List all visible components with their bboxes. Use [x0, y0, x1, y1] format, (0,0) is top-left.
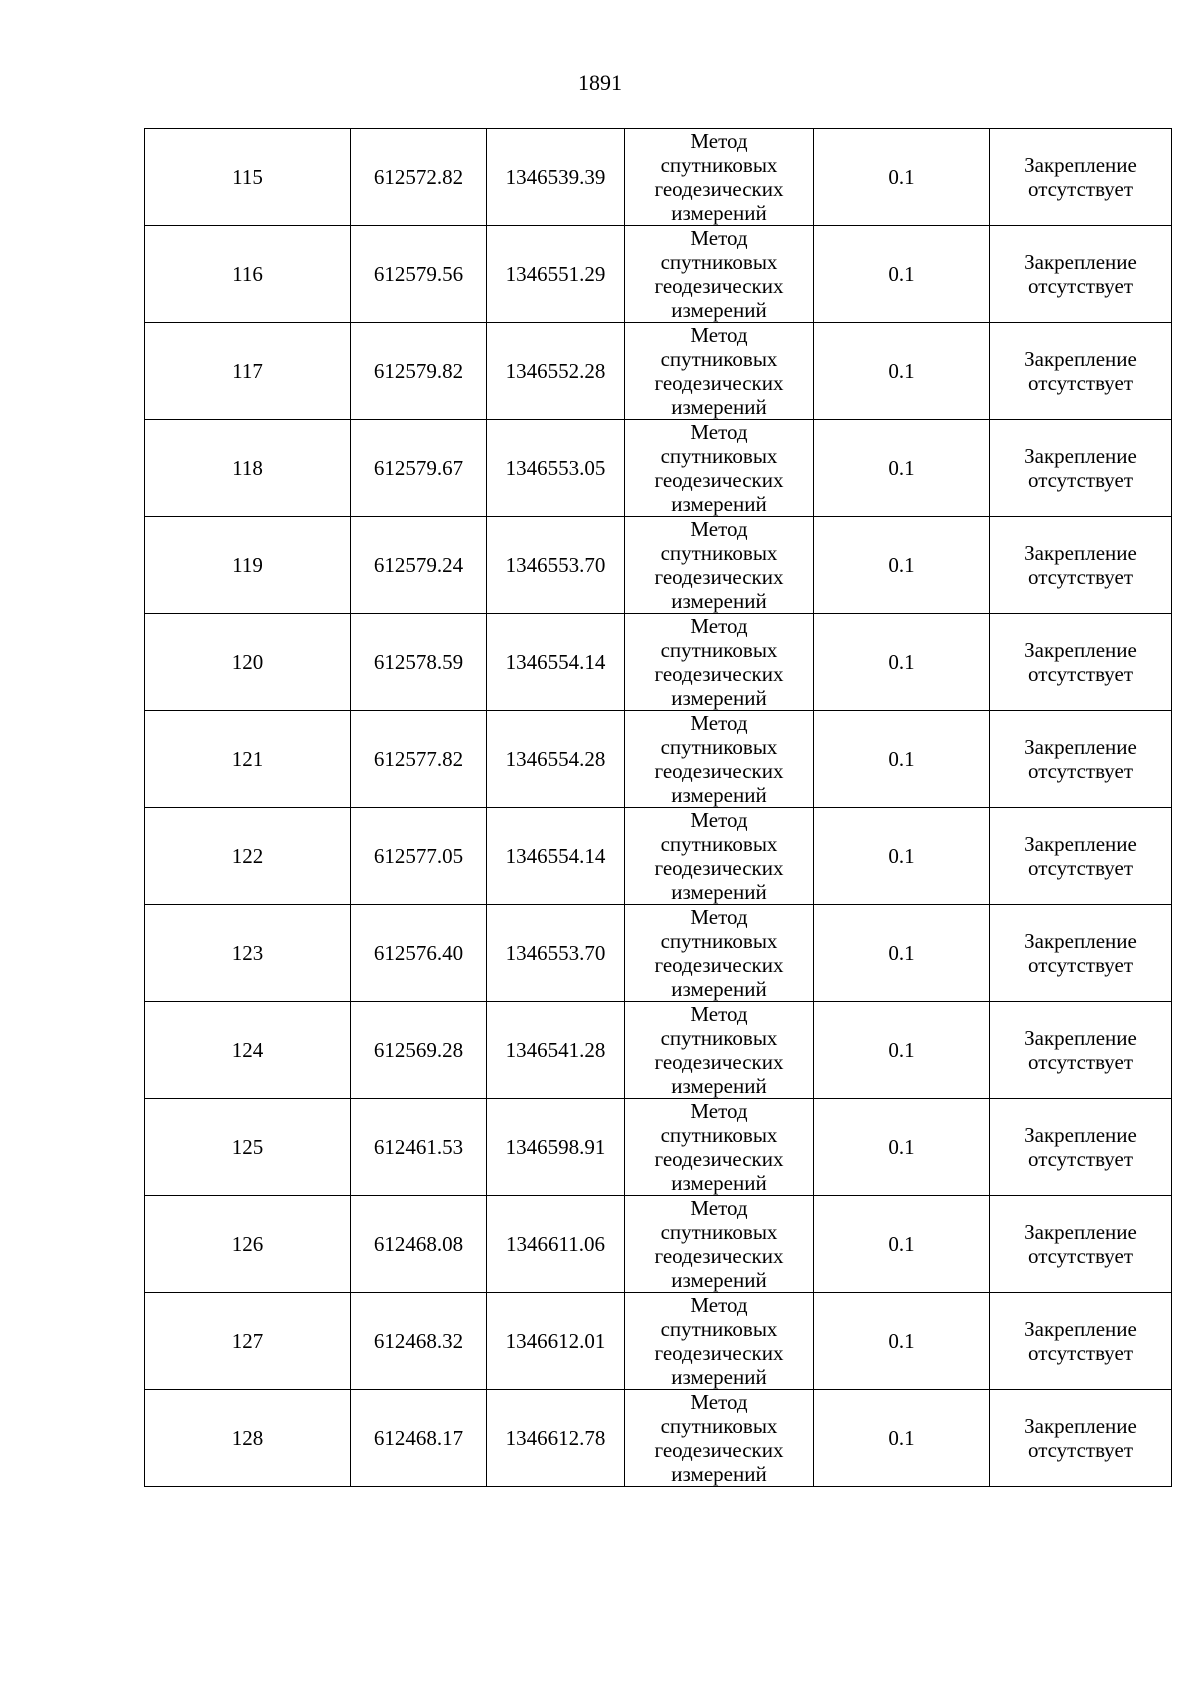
method-line: измерений [671, 783, 767, 807]
fixation-line: отсутствует [1027, 371, 1134, 395]
point-number-cell: 118 [145, 420, 351, 517]
y-coordinate-cell: 1346553.05 [487, 420, 625, 517]
method-line: геодезических [654, 468, 784, 492]
method-line: спутниковых [660, 1220, 778, 1244]
point-number-cell: 116 [145, 226, 351, 323]
method-line: спутниковых [660, 832, 778, 856]
y-coordinate-cell: 1346553.70 [487, 905, 625, 1002]
point-number-cell: 119 [145, 517, 351, 614]
method-cell [625, 614, 814, 711]
fixation-line: Закрепление [1024, 250, 1137, 274]
fixation-line: Закрепление [1024, 1220, 1137, 1244]
method-line: Метод [690, 517, 748, 541]
fixation-line: отсутствует [1027, 1244, 1134, 1268]
fixation-cell [990, 808, 1172, 905]
method-line: измерений [671, 492, 767, 516]
method-line: спутниковых [660, 638, 778, 662]
fixation-cell [990, 226, 1172, 323]
fixation-cell [990, 905, 1172, 1002]
fixation-line: отсутствует [1027, 177, 1134, 201]
fixation-line: Закрепление [1024, 541, 1137, 565]
fixation-line: Закрепление [1024, 929, 1137, 953]
y-coordinate-cell: 1346551.29 [487, 226, 625, 323]
method-line: спутниковых [660, 1414, 778, 1438]
fixation-cell [990, 614, 1172, 711]
method-line: Метод [690, 1390, 748, 1414]
point-number-cell: 123 [145, 905, 351, 1002]
y-coordinate-cell: 1346541.28 [487, 1002, 625, 1099]
fixation-cell [990, 129, 1172, 226]
y-coordinate-cell: 1346554.14 [487, 808, 625, 905]
table-row [145, 226, 1172, 323]
y-coordinate-cell: 1346598.91 [487, 1099, 625, 1196]
method-cell [625, 1099, 814, 1196]
method-line: измерений [671, 977, 767, 1001]
table-row [145, 808, 1172, 905]
method-line: Метод [690, 226, 748, 250]
fixation-line: Закрепление [1024, 347, 1137, 371]
y-coordinate-cell: 1346553.70 [487, 517, 625, 614]
x-coordinate-cell: 612576.40 [351, 905, 487, 1002]
x-coordinate-cell: 612468.08 [351, 1196, 487, 1293]
x-coordinate-cell: 612578.59 [351, 614, 487, 711]
method-line: геодезических [654, 274, 784, 298]
fixation-cell [990, 711, 1172, 808]
fixation-line: отсутствует [1027, 953, 1134, 977]
y-coordinate-cell: 1346554.28 [487, 711, 625, 808]
accuracy-cell: 0.1 [814, 905, 990, 1002]
table-body [145, 129, 1172, 1487]
method-cell [625, 323, 814, 420]
x-coordinate-cell: 612579.24 [351, 517, 487, 614]
method-line: спутниковых [660, 250, 778, 274]
method-line: Метод [690, 711, 748, 735]
fixation-line: отсутствует [1027, 468, 1134, 492]
fixation-line: отсутствует [1027, 1438, 1134, 1462]
y-coordinate-cell: 1346552.28 [487, 323, 625, 420]
method-cell [625, 226, 814, 323]
method-line: Метод [690, 1099, 748, 1123]
method-cell [625, 808, 814, 905]
method-line: Метод [690, 1293, 748, 1317]
accuracy-cell: 0.1 [814, 1099, 990, 1196]
method-line: спутниковых [660, 1026, 778, 1050]
fixation-cell [990, 1390, 1172, 1487]
y-coordinate-cell: 1346554.14 [487, 614, 625, 711]
method-line: геодезических [654, 565, 784, 589]
fixation-line: Закрепление [1024, 153, 1137, 177]
method-line: измерений [671, 686, 767, 710]
table-row [145, 1293, 1172, 1390]
x-coordinate-cell: 612468.17 [351, 1390, 487, 1487]
accuracy-cell: 0.1 [814, 420, 990, 517]
accuracy-cell: 0.1 [814, 614, 990, 711]
fixation-cell [990, 420, 1172, 517]
table-row [145, 517, 1172, 614]
fixation-cell [990, 1196, 1172, 1293]
fixation-line: отсутствует [1027, 856, 1134, 880]
table-row [145, 420, 1172, 517]
method-line: Метод [690, 129, 748, 153]
table-row [145, 1390, 1172, 1487]
x-coordinate-cell: 612569.28 [351, 1002, 487, 1099]
method-line: геодезических [654, 1050, 784, 1074]
method-line: спутниковых [660, 735, 778, 759]
table-row [145, 1196, 1172, 1293]
accuracy-cell: 0.1 [814, 1390, 990, 1487]
method-line: спутниковых [660, 153, 778, 177]
method-line: измерений [671, 589, 767, 613]
method-cell [625, 420, 814, 517]
fixation-line: отсутствует [1027, 759, 1134, 783]
method-cell [625, 1390, 814, 1487]
method-line: спутниковых [660, 1317, 778, 1341]
method-line: геодезических [654, 371, 784, 395]
method-cell [625, 905, 814, 1002]
fixation-cell [990, 323, 1172, 420]
accuracy-cell: 0.1 [814, 1002, 990, 1099]
fixation-line: отсутствует [1027, 274, 1134, 298]
method-line: измерений [671, 1268, 767, 1292]
point-number-cell: 115 [145, 129, 351, 226]
x-coordinate-cell: 612577.82 [351, 711, 487, 808]
fixation-cell [990, 517, 1172, 614]
y-coordinate-cell: 1346611.06 [487, 1196, 625, 1293]
method-line: спутниковых [660, 929, 778, 953]
table-row [145, 1002, 1172, 1099]
method-line: измерений [671, 1365, 767, 1389]
fixation-line: Закрепление [1024, 1123, 1137, 1147]
method-line: измерений [671, 201, 767, 225]
method-line: Метод [690, 1002, 748, 1026]
method-line: Метод [690, 905, 748, 929]
point-number-cell: 125 [145, 1099, 351, 1196]
x-coordinate-cell: 612579.56 [351, 226, 487, 323]
table-row [145, 614, 1172, 711]
method-line: измерений [671, 298, 767, 322]
method-cell [625, 517, 814, 614]
method-line: Метод [690, 808, 748, 832]
fixation-cell [990, 1099, 1172, 1196]
method-line: геодезических [654, 1244, 784, 1268]
point-number-cell: 121 [145, 711, 351, 808]
accuracy-cell: 0.1 [814, 129, 990, 226]
x-coordinate-cell: 612579.67 [351, 420, 487, 517]
accuracy-cell: 0.1 [814, 226, 990, 323]
fixation-line: Закрепление [1024, 1317, 1137, 1341]
accuracy-cell: 0.1 [814, 711, 990, 808]
fixation-line: Закрепление [1024, 832, 1137, 856]
method-line: измерений [671, 1462, 767, 1486]
method-line: спутниковых [660, 541, 778, 565]
method-cell [625, 1196, 814, 1293]
y-coordinate-cell: 1346612.78 [487, 1390, 625, 1487]
fixation-line: Закрепление [1024, 1026, 1137, 1050]
method-line: спутниковых [660, 444, 778, 468]
method-line: Метод [690, 614, 748, 638]
method-line: геодезических [654, 856, 784, 880]
table-row [145, 323, 1172, 420]
y-coordinate-cell: 1346612.01 [487, 1293, 625, 1390]
y-coordinate-cell: 1346539.39 [487, 129, 625, 226]
method-line: измерений [671, 880, 767, 904]
table-row [145, 711, 1172, 808]
x-coordinate-cell: 612572.82 [351, 129, 487, 226]
fixation-line: Закрепление [1024, 1414, 1137, 1438]
x-coordinate-cell: 612461.53 [351, 1099, 487, 1196]
point-number-cell: 127 [145, 1293, 351, 1390]
fixation-line: Закрепление [1024, 735, 1137, 759]
method-line: измерений [671, 1074, 767, 1098]
point-number-cell: 122 [145, 808, 351, 905]
x-coordinate-cell: 612468.32 [351, 1293, 487, 1390]
method-cell [625, 711, 814, 808]
fixation-line: Закрепление [1024, 638, 1137, 662]
method-line: геодезических [654, 1147, 784, 1171]
table-row [145, 905, 1172, 1002]
accuracy-cell: 0.1 [814, 1196, 990, 1293]
point-number-cell: 126 [145, 1196, 351, 1293]
fixation-line: отсутствует [1027, 1341, 1134, 1365]
method-line: спутниковых [660, 1123, 778, 1147]
method-line: геодезических [654, 177, 784, 201]
method-cell [625, 1002, 814, 1099]
point-number-cell: 124 [145, 1002, 351, 1099]
table-row [145, 129, 1172, 226]
method-line: геодезических [654, 1438, 784, 1462]
fixation-cell [990, 1002, 1172, 1099]
method-line: измерений [671, 1171, 767, 1195]
accuracy-cell: 0.1 [814, 1293, 990, 1390]
accuracy-cell: 0.1 [814, 517, 990, 614]
page-number: 1891 [578, 70, 622, 95]
method-line: Метод [690, 323, 748, 347]
fixation-line: отсутствует [1027, 565, 1134, 589]
method-line: измерений [671, 395, 767, 419]
method-line: геодезических [654, 953, 784, 977]
coordinates-table [144, 128, 1172, 1487]
accuracy-cell: 0.1 [814, 323, 990, 420]
fixation-line: отсутствует [1027, 1050, 1134, 1074]
fixation-line: отсутствует [1027, 662, 1134, 686]
fixation-line: отсутствует [1027, 1147, 1134, 1171]
fixation-line: Закрепление [1024, 444, 1137, 468]
point-number-cell: 117 [145, 323, 351, 420]
method-line: Метод [690, 1196, 748, 1220]
accuracy-cell: 0.1 [814, 808, 990, 905]
point-number-cell: 128 [145, 1390, 351, 1487]
method-cell [625, 129, 814, 226]
method-cell [625, 1293, 814, 1390]
method-line: Метод [690, 420, 748, 444]
fixation-cell [990, 1293, 1172, 1390]
point-number-cell: 120 [145, 614, 351, 711]
method-line: геодезических [654, 759, 784, 783]
x-coordinate-cell: 612579.82 [351, 323, 487, 420]
method-line: спутниковых [660, 347, 778, 371]
method-line: геодезических [654, 662, 784, 686]
table-row [145, 1099, 1172, 1196]
x-coordinate-cell: 612577.05 [351, 808, 487, 905]
method-line: геодезических [654, 1341, 784, 1365]
